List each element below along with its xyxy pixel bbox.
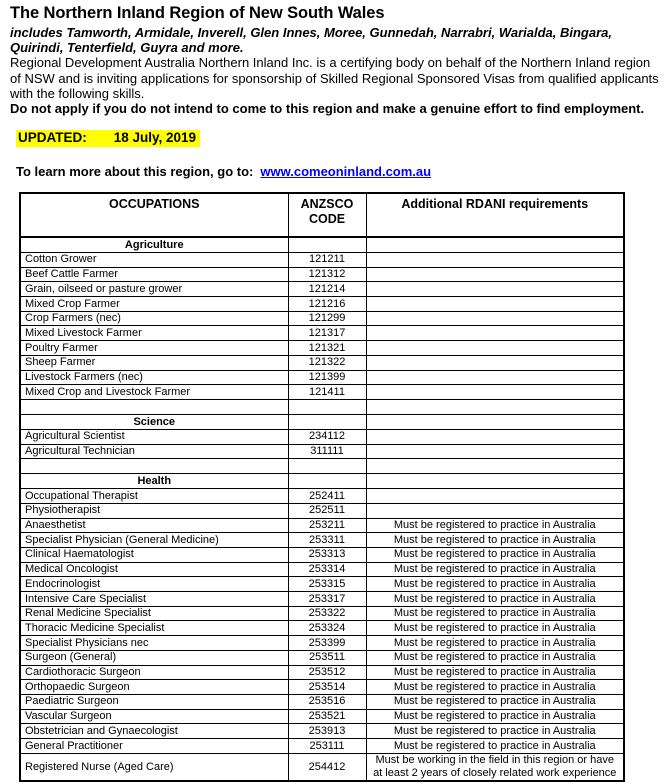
table-row <box>20 415 624 430</box>
occupation-cell: Poultry Farmer <box>20 341 288 356</box>
table-row <box>20 592 624 607</box>
requirement-cell: Must be registered to practice in Australia <box>366 650 624 665</box>
table-row <box>20 355 624 370</box>
code-cell: 253511 <box>288 650 366 665</box>
requirement-cell: Must be registered to practice in Australia <box>366 724 624 739</box>
code-cell: 253399 <box>288 636 366 651</box>
code-cell: 121312 <box>288 267 366 282</box>
code-cell: 252411 <box>288 489 366 504</box>
code-cell: 253322 <box>288 606 366 621</box>
occupation-cell: Intensive Care Specialist <box>20 592 288 607</box>
requirement-cell <box>366 370 624 385</box>
occupation-cell: Specialist Physician (General Medicine) <box>20 533 288 548</box>
requirement-cell <box>366 489 624 504</box>
occupation-cell: Vascular Surgeon <box>20 709 288 724</box>
table-row <box>20 533 624 548</box>
learn-more-text: To learn more about this region, go to: <box>16 164 254 180</box>
occupation-cell: Endocrinologist <box>20 577 288 592</box>
occupation-cell: Surgeon (General) <box>20 650 288 665</box>
requirement-cell <box>366 385 624 400</box>
table-row <box>20 311 624 326</box>
occupation-cell: Orthopaedic Surgeon <box>20 680 288 695</box>
col-header-additional-requirements: Additional RDANI requirements <box>366 193 624 237</box>
table-row <box>20 252 624 267</box>
table-row <box>20 489 624 504</box>
occupation-cell: Grain, oilseed or pasture grower <box>20 282 288 297</box>
code-cell: 253317 <box>288 592 366 607</box>
intro-text: Regional Development Australia Northern Inland Inc. is a certifying body on behalf of the Northern Inland region of NSW and is inviting applications for sponsorship of Skilled Regional Sponsored Visas from qualified applicants with the following skills. <box>10 55 659 101</box>
occupation-cell: Crop Farmers (nec) <box>20 311 288 326</box>
region-link[interactable]: www.comeoninland.com.au <box>260 164 432 180</box>
requirement-cell: Must be registered to practice in Australia <box>366 592 624 607</box>
requirement-cell <box>366 297 624 312</box>
occupation-cell: Clinical Haematologist <box>20 547 288 562</box>
occupations-table-body <box>20 237 624 781</box>
table-row <box>20 282 624 297</box>
code-cell: 121211 <box>288 252 366 267</box>
table-row <box>20 399 624 414</box>
table-row <box>20 753 624 781</box>
requirement-cell <box>366 474 624 489</box>
updated-highlight <box>16 130 200 147</box>
table-row <box>20 237 624 252</box>
code-cell: 253324 <box>288 621 366 636</box>
occupation-cell <box>20 399 288 414</box>
code-cell: 254412 <box>288 753 366 781</box>
occupation-cell: Mixed Crop and Livestock Farmer <box>20 385 288 400</box>
table-row <box>20 267 624 282</box>
occupation-cell: Renal Medicine Specialist <box>20 606 288 621</box>
requirement-cell <box>366 429 624 444</box>
requirement-cell: Must be registered to practice in Australia <box>366 518 624 533</box>
code-cell <box>288 415 366 430</box>
code-cell: 121399 <box>288 370 366 385</box>
table-row <box>20 341 624 356</box>
code-cell: 253521 <box>288 709 366 724</box>
occupation-cell: Cardiothoracic Surgeon <box>20 665 288 680</box>
code-cell: 253211 <box>288 518 366 533</box>
code-cell: 253516 <box>288 694 366 709</box>
occupation-cell: Mixed Crop Farmer <box>20 297 288 312</box>
table-row <box>20 429 624 444</box>
requirement-cell <box>366 237 624 252</box>
col-header-occupations: OCCUPATIONS <box>20 193 288 237</box>
table-row <box>20 474 624 489</box>
requirement-cell <box>366 355 624 370</box>
occupations-table <box>19 192 625 782</box>
code-cell: 253311 <box>288 533 366 548</box>
table-row <box>20 385 624 400</box>
code-cell: 253913 <box>288 724 366 739</box>
occupation-cell: Mixed Livestock Farmer <box>20 326 288 341</box>
requirement-cell: Must be registered to practice in Australia <box>366 636 624 651</box>
learn-more-line <box>16 164 662 179</box>
table-row <box>20 694 624 709</box>
requirement-cell <box>366 326 624 341</box>
requirement-cell: Must be registered to practice in Australia <box>366 680 624 695</box>
updated-date: 18 July, 2019 <box>113 130 197 146</box>
requirement-cell: Must be registered to practice in Australia <box>366 739 624 754</box>
occupation-cell: Health <box>20 474 288 489</box>
occupation-cell: Agriculture <box>20 237 288 252</box>
code-cell: 121214 <box>288 282 366 297</box>
table-row <box>20 444 624 459</box>
occupation-cell: Cotton Grower <box>20 252 288 267</box>
occupation-cell: Sheep Farmer <box>20 355 288 370</box>
code-cell <box>288 459 366 474</box>
region-towns-subtitle: includes Tamworth, Armidale, Inverell, Glen Innes, Moree, Gunnedah, Narrabri, Warialda, Bingara, Quirindi, Tenterfield, Guyra and more. <box>10 25 613 56</box>
code-cell: 121299 <box>288 311 366 326</box>
requirement-cell: Must be registered to practice in Australia <box>366 577 624 592</box>
col-header-anzsco-code: ANZSCO CODE <box>288 193 366 237</box>
occupation-cell: Occupational Therapist <box>20 489 288 504</box>
code-cell: 252511 <box>288 503 366 518</box>
updated-banner <box>16 129 662 147</box>
occupation-cell: Science <box>20 415 288 430</box>
code-cell: 121321 <box>288 341 366 356</box>
table-row <box>20 297 624 312</box>
code-cell <box>288 399 366 414</box>
requirement-cell <box>366 282 624 297</box>
table-row <box>20 665 624 680</box>
table-row <box>20 709 624 724</box>
requirement-cell <box>366 311 624 326</box>
requirement-cell <box>366 267 624 282</box>
table-row <box>20 739 624 754</box>
occupation-cell: Physiotherapist <box>20 503 288 518</box>
table-header-row <box>20 193 624 237</box>
occupation-cell: Livestock Farmers (nec) <box>20 370 288 385</box>
requirement-cell: Must be registered to practice in Australia <box>366 606 624 621</box>
code-cell <box>288 474 366 489</box>
requirement-cell <box>366 444 624 459</box>
occupation-cell: Specialist Physicians nec <box>20 636 288 651</box>
table-row <box>20 370 624 385</box>
code-cell: 121411 <box>288 385 366 400</box>
table-row <box>20 724 624 739</box>
code-cell <box>288 237 366 252</box>
table-row <box>20 459 624 474</box>
requirement-cell <box>366 341 624 356</box>
requirement-cell <box>366 399 624 414</box>
table-row <box>20 562 624 577</box>
table-row <box>20 503 624 518</box>
occupation-cell: Beef Cattle Farmer <box>20 267 288 282</box>
page-title: The Northern Inland Region of New South Wales <box>10 4 385 22</box>
occupation-cell <box>20 459 288 474</box>
requirement-cell <box>366 459 624 474</box>
occupation-cell: Medical Oncologist <box>20 562 288 577</box>
requirement-cell <box>366 503 624 518</box>
requirement-cell: Must be registered to practice in Australia <box>366 665 624 680</box>
requirement-cell <box>366 252 624 267</box>
table-row <box>20 650 624 665</box>
occupation-cell: Obstetrician and Gynaecologist <box>20 724 288 739</box>
code-cell: 253512 <box>288 665 366 680</box>
occupation-cell: Thoracic Medicine Specialist <box>20 621 288 636</box>
requirement-cell <box>366 415 624 430</box>
code-cell: 121322 <box>288 355 366 370</box>
table-row <box>20 577 624 592</box>
table-row <box>20 547 624 562</box>
requirement-cell: Must be registered to practice in Australia <box>366 694 624 709</box>
requirement-cell: Must be registered to practice in Australia <box>366 547 624 562</box>
table-row <box>20 518 624 533</box>
requirement-cell: Must be registered to practice in Australia <box>366 621 624 636</box>
requirement-cell: Must be working in the field in this region or have at least 2 years of closely related work experience <box>366 753 624 781</box>
code-cell: 253313 <box>288 547 366 562</box>
occupation-cell: General Practitioner <box>20 739 288 754</box>
table-row <box>20 636 624 651</box>
requirement-cell: Must be registered to practice in Australia <box>366 709 624 724</box>
table-row <box>20 326 624 341</box>
occupation-cell: Agricultural Technician <box>20 444 288 459</box>
requirement-cell: Must be registered to practice in Australia <box>366 533 624 548</box>
code-cell: 121317 <box>288 326 366 341</box>
table-row <box>20 621 624 636</box>
updated-label: UPDATED: <box>18 130 87 146</box>
occupation-cell: Agricultural Scientist <box>20 429 288 444</box>
warning-text: Do not apply if you do not intend to come to this region and make a genuine effort to find employment. <box>10 101 645 117</box>
table-row <box>20 680 624 695</box>
occupation-cell: Registered Nurse (Aged Care) <box>20 753 288 781</box>
occupation-cell: Paediatric Surgeon <box>20 694 288 709</box>
code-cell: 311111 <box>288 444 366 459</box>
code-cell: 121216 <box>288 297 366 312</box>
code-cell: 234112 <box>288 429 366 444</box>
code-cell: 253314 <box>288 562 366 577</box>
table-row <box>20 606 624 621</box>
code-cell: 253111 <box>288 739 366 754</box>
code-cell: 253315 <box>288 577 366 592</box>
requirement-cell: Must be registered to practice in Australia <box>366 562 624 577</box>
code-cell: 253514 <box>288 680 366 695</box>
occupation-cell: Anaesthetist <box>20 518 288 533</box>
